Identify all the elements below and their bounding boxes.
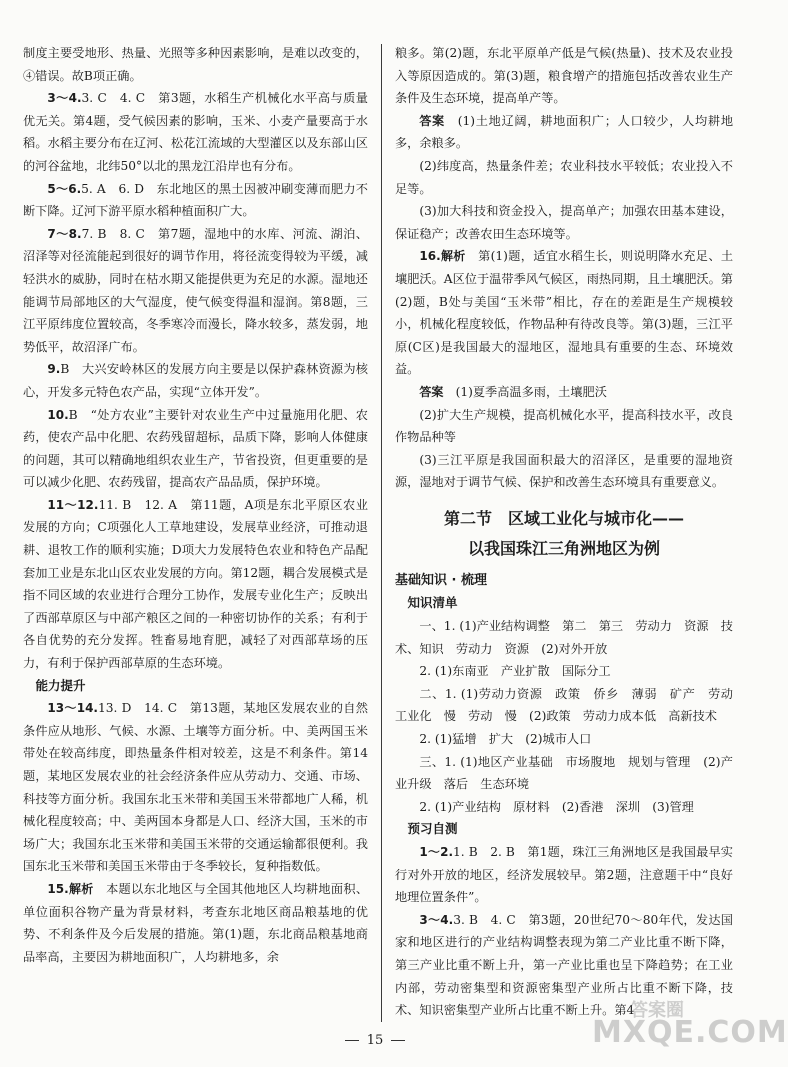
heading-basic-knowledge: 基础知识 · 梳理 [395, 572, 487, 588]
explanation: 5. A 6. D 东北地区的黑土因被冲刷变薄而肥力不断下降。辽河下游平原水稻种植面积广大。 [23, 181, 368, 219]
answer-13-14 [23, 697, 368, 878]
answer-9 [23, 358, 368, 403]
answer-5-6 [23, 178, 368, 223]
question-number: 1～2. [419, 845, 454, 859]
question-number: 7～8. [47, 226, 82, 241]
knowledge-item: 三、1. (1)地区产业基础 市场腹地 规划与管理 (2)产业升级 落后 生态环境 [395, 754, 733, 792]
heading-knowledge-list: 知识清单 [407, 595, 458, 611]
answer-text: (1)夏季高温多雨，土壤肥沃 [455, 384, 607, 399]
explanation: 1. B 2. B 第1题，珠江三角洲地区是我国最早实行对外开放的地区，经济发展较早。第2题，注意题干中“良好地理位置条件”。 [395, 845, 733, 905]
explanation: 13. D 14. C 第13题，某地区发展农业的自然条件应从地形、气候、水源、土壤等方面分析。中、美两国玉米带处在较高纬度，即热量条件相对较差，这是不利条件。第14题，某地区发展农业的社会经济条件应从劳动力、交通、市场、科技等方面分析。我国东北玉米带和美国玉米带都地广人稀，机械化程度较高；中、美两国本身都是人口、经济大国，玉米的市场广大；我国东北玉米带和美国玉米带的交通运输都很便利。我国东北玉米带和美国玉米带由于冬季较长，复种指数低。 [23, 701, 368, 874]
explanation: 7. B 8. C 第7题，湿地中的水库、河流、湖泊、沼泽等对径流能起到很好的调节作用，将径流变得较为平缓，减轻洪水的威胁，同时在枯水期又能提供更为充足的水源。湿地还能调节局部地区的大气湿度，使气候变得温和湿润。第8题，三江平原纬度位置较高，冬季寒冷而漫长，降水较多，蒸发弱，地势低平，故沼泽广布。 [23, 226, 368, 354]
explanation: B 大兴安岭林区的发展方向主要是以保护森林资源为核心，开发多元特色农产品，实现“立体开发”。 [23, 362, 368, 399]
question-number: 3～4. [419, 912, 454, 927]
knowledge-item: 2. (1)猛增 扩大 (2)城市人口 [419, 732, 592, 747]
analysis-label: 解析 [440, 249, 466, 264]
explanation: B “处方农业”主要针对农业生产中过量施用化肥、农药，使农产品中化肥、农药残留超标，品质下降，影响人体健康的问题，其可以精确地组织农业生产，节省投资，但更重要的是可以减少化肥、农药残留，提高农产品品质，保护环境。 [23, 407, 368, 490]
question-number: 13～14. [47, 701, 98, 716]
watermark-main-text: MXQE.COM [592, 1015, 788, 1050]
watermark-top-text: 答案圈 [630, 1000, 684, 1021]
paragraph: 粮多。第(2)题，东北平原单产低是气候(热量)、技术及农业投入等原因造成的。第(3)题，粮食增产的措施包括改善农业生产条件及生态环境，提高单产等。 [395, 46, 733, 106]
answer-3-4 [23, 87, 368, 177]
answer-text: (2)纬度高，热量条件差；农业科技水平较低；农业投入不足等。 [395, 158, 733, 196]
answer-15 [23, 878, 368, 968]
section-title: 第二节 区域工业化与城市化—— [443, 508, 684, 528]
heading-preview-test: 预习自测 [407, 821, 458, 837]
explanation: 3. C 4. C 第3题，水稻生产机械化水平高与质量优无关。第4题，受气候因素的影响，玉米、小麦产量要高于水稻。水稻主要分布在辽河、松花江流域的大型灌区以及东部山区的河谷盆地，北纬50°以北的黑龙江沿岸也有分布。 [23, 91, 368, 173]
knowledge-item: 二、1. (1)劳动力资源 政策 侨乡 薄弱 矿产 劳动 工业化 慢 劳动 慢 (2)政策 劳动力成本低 高新技术 [395, 686, 746, 724]
section-subtitle: 以我国珠江三角洲地区为例 [467, 538, 660, 558]
analysis-label: 解析 [68, 881, 94, 896]
answer-16 [395, 245, 733, 381]
knowledge-item: 2. (1)东南亚 产业扩散 国际分工 [419, 664, 611, 679]
answer-16-key [395, 381, 733, 404]
watermark-logo [592, 1000, 788, 1058]
knowledge-item: 2. (1)产业结构 原材料 (2)香港 深圳 (3)管理 [419, 799, 694, 814]
explanation: 11. B 12. A 第11题，A项是东北平原区农业发展的方向；C项强化人工草地建设，发展草业经济，可推动退耕、退牧工作的顺利实施；D项大力发展特色农业和特色产品配套加工业是东北山区农业发展的方向。第12题，耦合发展模式是指不同区域的农业进行合理分工协作，发展专业化生产；反映出了西部草原区与中部产粮区之间的一种密切协作的关系；有利于各自优势的充分发挥。牲畜易地育肥，减轻了对西部草场的压力，有利于保护西部草原的生态环境。 [23, 497, 368, 671]
paragraph: 制度主要受地形、热量、光照等多种因素影响，是难以改变的，④错误。故B项正确。 [23, 46, 368, 83]
page-number-text: 15 [366, 1033, 384, 1048]
answer-11-12 [23, 494, 368, 675]
answer-label: 答案 [419, 113, 445, 128]
explanation: 3. B 4. C 第3题，20世纪70～80年代，发达国家和地区进行的产业结构调整表现为第二产业比重不断下降，第三产业比重不断上升，第一产业比重也呈下降趋势；在工业内部，劳动密集型和资源密集型产业所占比重不断下降，技术、知识密集型产业所占比重不断上升。第4 [395, 912, 733, 1018]
left-column [23, 42, 368, 968]
question-number: 5～6. [47, 181, 82, 196]
column-divider [381, 44, 382, 1022]
answer-10 [23, 404, 368, 494]
answer-1-2 [395, 841, 733, 909]
answer-7-8 [23, 223, 368, 359]
answer-text: (3)加大科技和资金投入，提高单产；加强农田基本建设，保证稳产；改善农田生态环境等。 [395, 204, 733, 241]
knowledge-item: 一、1. (1)产业结构调整 第二 第三 劳动力 资源 技术、知识 劳动力 资源 (2)对外开放 [395, 619, 733, 656]
section-heading-ability: 能力提升 [35, 677, 86, 693]
question-number: 11～12. [47, 497, 99, 512]
question-number: 3～4. [47, 91, 82, 106]
question-number: 10. [47, 407, 69, 422]
answer-15-key [395, 110, 733, 155]
answer-label: 答案 [419, 384, 444, 399]
answer-text: (2)扩大生产规模，提高机械化水平，提高科技水平，改良作物品种等 [395, 407, 733, 445]
answer-text: (3)三江平原是我国面积最大的沼泽区，是重要的湿地资源，湿地对于调节气候、保护和改善生态环境具有重要意义。 [395, 452, 733, 490]
explanation: 第(1)题，适宜水稻生长，则说明降水充足、土壤肥沃。A区位于温带季风气候区，雨热同期，且土壤肥沃。第(2)题，B处与美国“玉米带”相比，存在的差距是生产规模较小，机械化程度较低，作物品种有待改良等。第(3)题，三江平原(C区)是我国最大的湿地区，湿地具有重要的生态、环境效益。 [395, 249, 734, 377]
answer-text: (1)土地辽阔，耕地面积广；人口较少，人均耕地多，余粮多。 [395, 113, 734, 151]
right-column [395, 42, 746, 1022]
explanation: 本题以东北地区与全国其他地区人均耕地面积、单位面积谷物产量为背景材料，考查东北地区商品粮基地的优势、不利条件及今后发展的措施。第(1)题，东北商品粮基地商品率高，主要因为耕地面积广，人均耕地多，余 [23, 881, 369, 964]
question-number: 9. [47, 362, 61, 377]
question-number: 16. [419, 249, 441, 264]
question-number: 15. [47, 881, 69, 896]
